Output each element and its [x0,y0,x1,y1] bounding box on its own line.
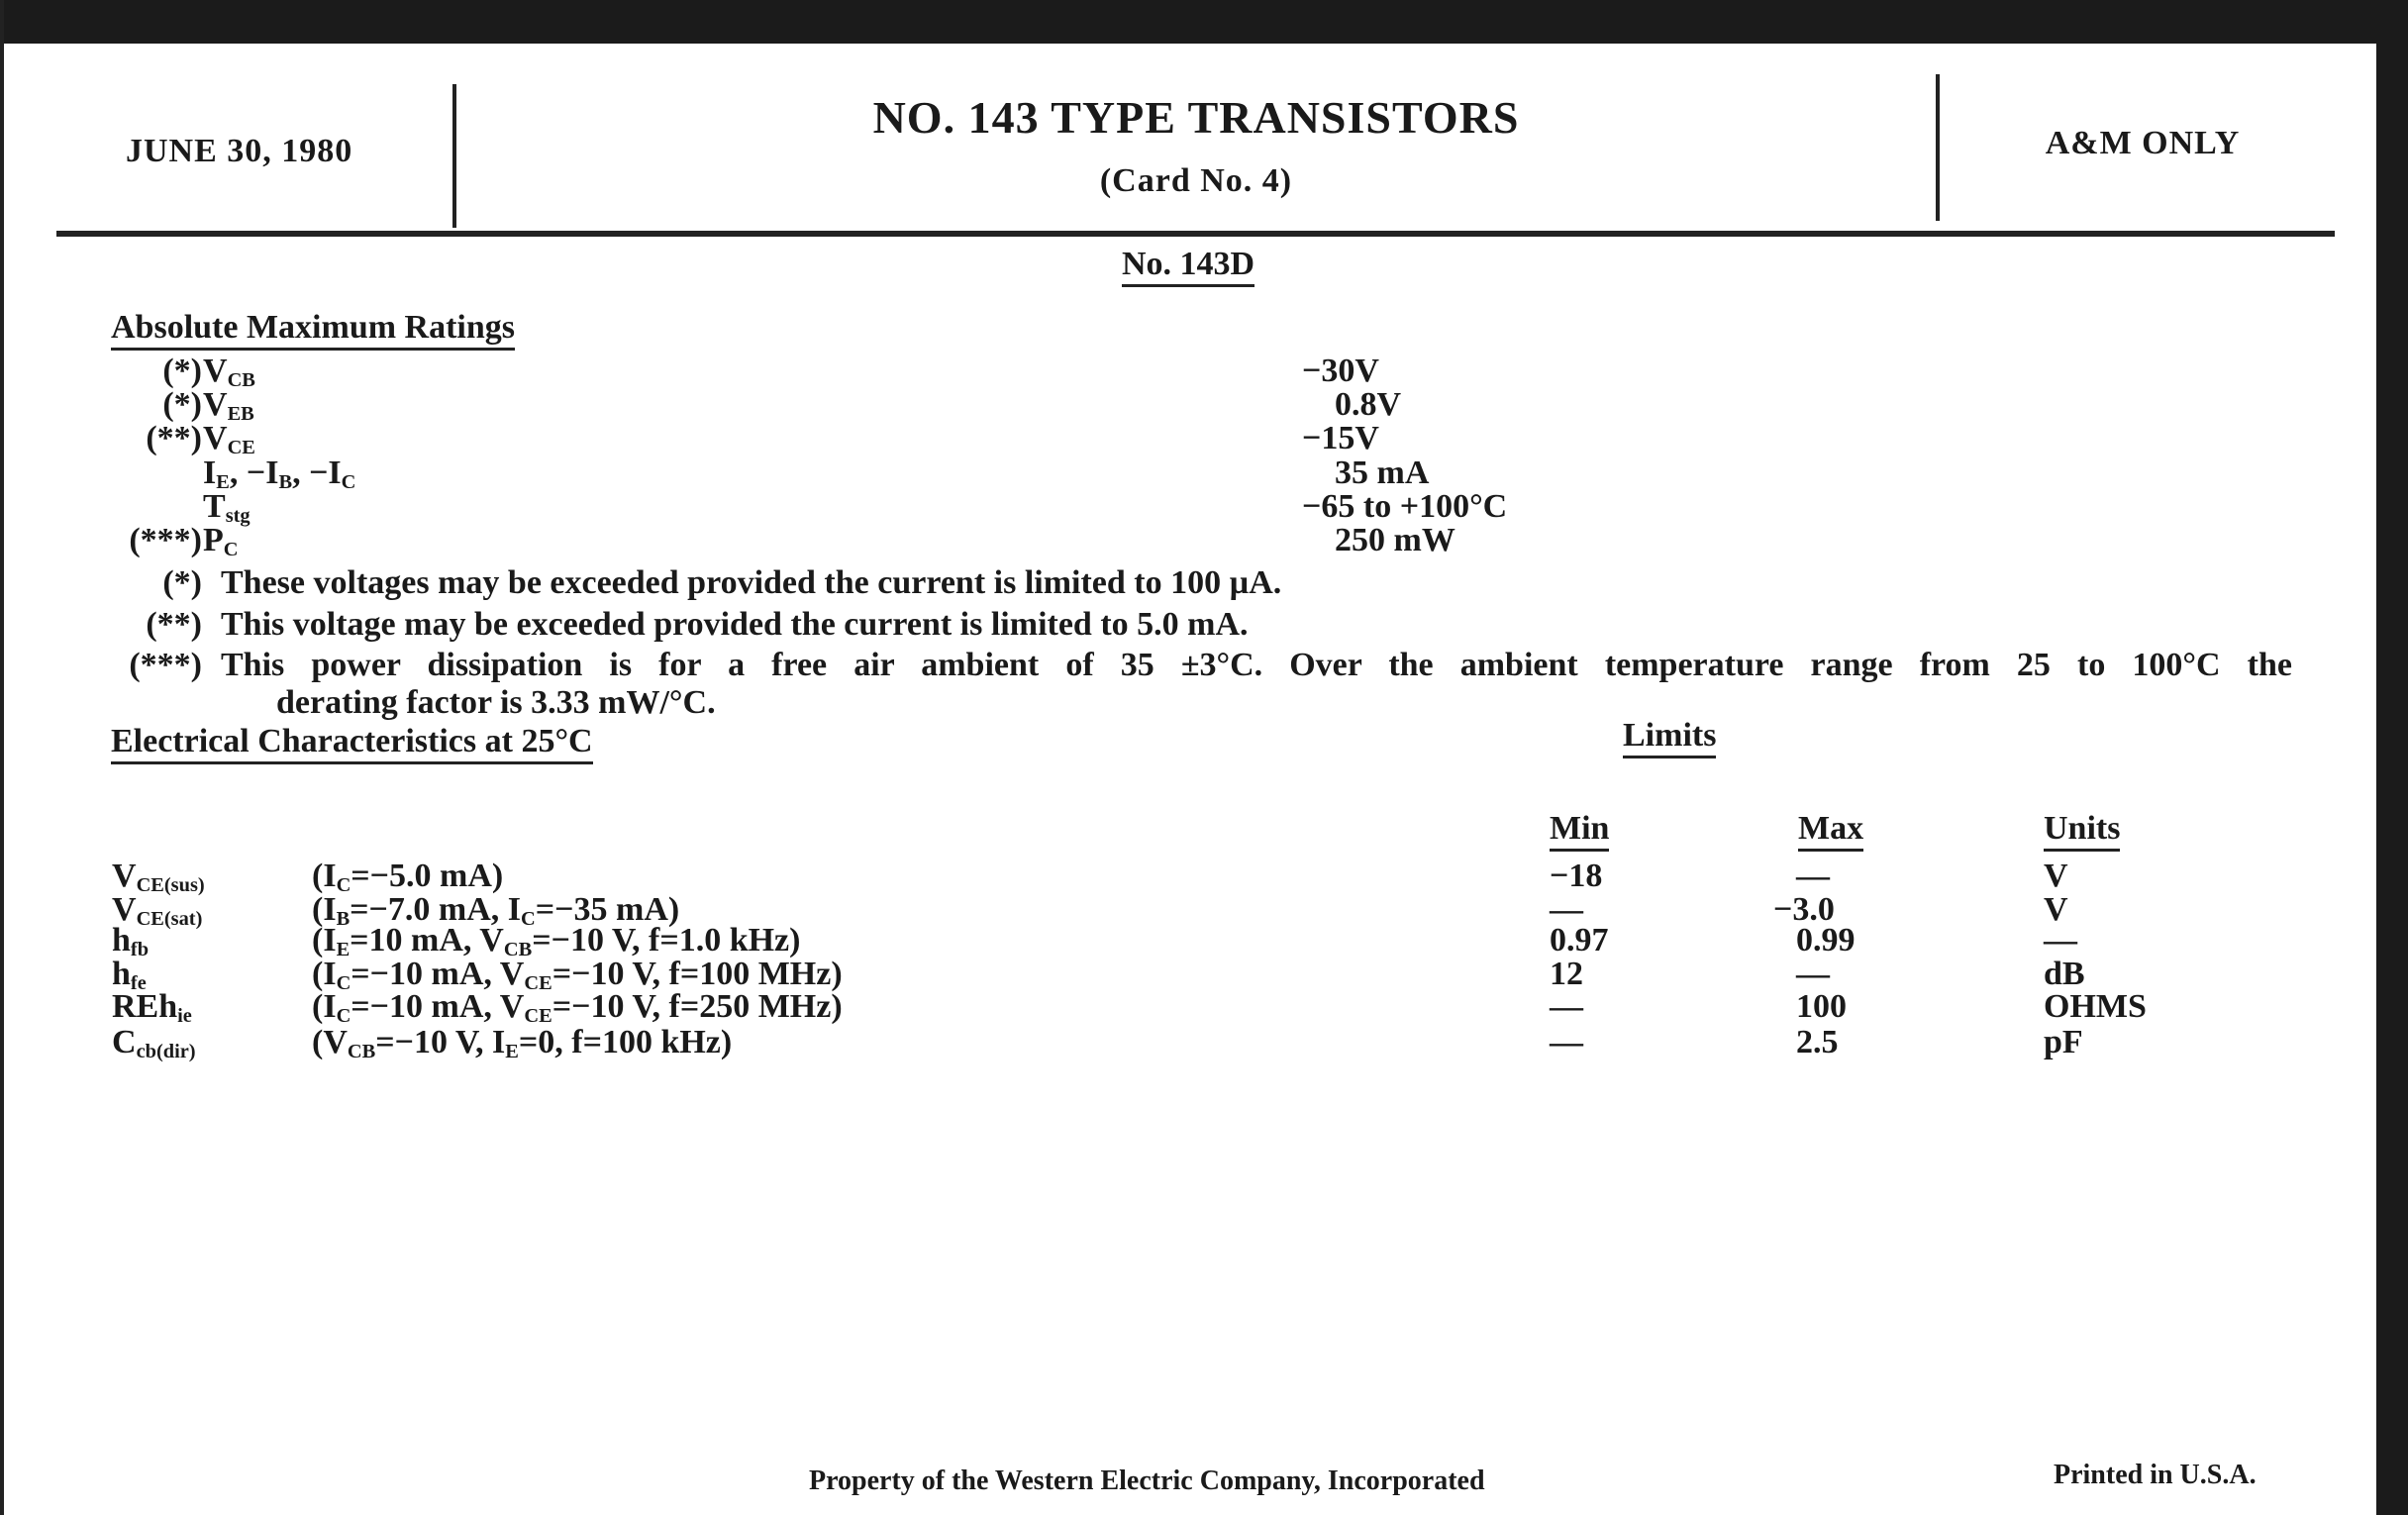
scan-border-right [2376,0,2408,1515]
param-max: 2.5 [1796,1024,1839,1060]
header-rule [56,231,2335,237]
rating-marker: (**) [146,420,202,456]
limits-label: Limits [1623,717,1716,758]
column-max: Max [1798,810,1863,852]
param-min: — [1550,988,1583,1025]
param-condition: ($I_C=-10$ mA, $V_{CE}=-10$ V, f=100 MHz) [312,956,843,995]
footer-property: Property of the Western Electric Company, Incorporated [809,1465,1485,1496]
param-min: — [1550,891,1583,928]
note-marker: (*) [162,564,202,601]
param-units: V [2044,858,2068,894]
type-code: No. 143D [1122,246,1254,287]
note-continuation: derating factor is 3.33 mW/°C. [276,684,716,721]
rating-symbol: $T_{stg}$ [203,488,251,528]
param-symbol: $h_{fe}$ [112,956,147,995]
restriction-label: A&M ONLY [2045,125,2241,161]
note-text: This power dissipation is for a free air ambient of 35 ±3°C. Over the ambient temperature range from 25 to 100°C the [221,647,2292,683]
note-marker: (**) [146,606,202,643]
rating-value: −15V [1302,420,1379,456]
column-units: Units [2044,810,2120,852]
rating-symbol: $P_C$ [203,522,239,561]
rating-value: −65 to +100°C [1302,488,1508,525]
param-symbol: $C_{cb(dir)}$ [112,1024,196,1063]
note-text: This voltage may be exceeded provided the current is limited to 5.0 mA. [221,606,1249,643]
note-text: These voltages may be exceeded provided the current is limited to 100 µA. [221,564,1282,601]
param-units: dB [2044,956,2085,992]
param-max: 100 [1796,988,1847,1025]
param-units: OHMS [2044,988,2147,1025]
card-number: (Card No. 4) [1099,162,1293,199]
param-units: pF [2044,1024,2083,1060]
card-title: NO. 143 TYPE TRANSISTORS [872,92,1520,143]
param-condition: ($I_C=-10$ mA, $V_{CE}=-10$ V, f=250 MHz) [312,988,843,1028]
param-min: 12 [1550,956,1583,992]
column-min: Min [1550,810,1609,852]
card-date: JUNE 30, 1980 [126,133,353,169]
param-min: −18 [1550,858,1603,894]
param-symbol: $h_{fb}$ [112,922,150,961]
rating-symbol: $I_E$, $-I_B$, $-I_C$ [203,454,356,494]
electrical-heading: Electrical Characteristics at 25°C [111,723,593,764]
rating-value: −30V [1302,353,1379,389]
rating-marker: (***) [129,522,202,558]
param-min: — [1550,1024,1583,1060]
rating-value: 35 mA [1335,454,1430,491]
rating-value: 250 mW [1335,522,1455,558]
param-max: −3.0 [1773,891,1835,928]
param-condition: ($I_E=10$ mA, $V_{CB}=-10$ V, f=1.0 kHz) [312,922,801,961]
param-symbol: REh$_{ie}$ [112,988,192,1028]
ratings-heading: Absolute Maximum Ratings [111,309,515,351]
param-min: 0.97 [1550,922,1609,959]
rating-marker: (*) [162,353,202,389]
rating-symbol: $V_{EB}$ [203,386,254,426]
param-units: — [2044,922,2077,959]
param-condition: ($I_C=-5.0$ mA) [312,858,504,897]
param-symbol: $V_{CE(sat)}$ [112,891,203,931]
rating-symbol: $V_{CB}$ [203,353,255,392]
param-symbol: $V_{CE(sus)}$ [112,858,205,897]
rating-symbol: $V_{CE}$ [203,420,255,459]
param-units: V [2044,891,2068,928]
note-marker: (***) [129,647,202,683]
param-condition: ($V_{CB}=-10$ V, $I_E=0$, f=100 kHz) [312,1024,733,1063]
rating-value: 0.8V [1335,386,1402,423]
footer-printed: Printed in U.S.A. [2054,1460,2257,1490]
param-max: — [1796,956,1830,992]
param-condition: ($I_B=-7.0$ mA, $I_C=-35$ mA) [312,891,680,931]
rating-marker: (*) [162,386,202,423]
param-max: — [1796,858,1830,894]
param-max: 0.99 [1796,922,1856,959]
scan-border-top [0,0,2408,44]
